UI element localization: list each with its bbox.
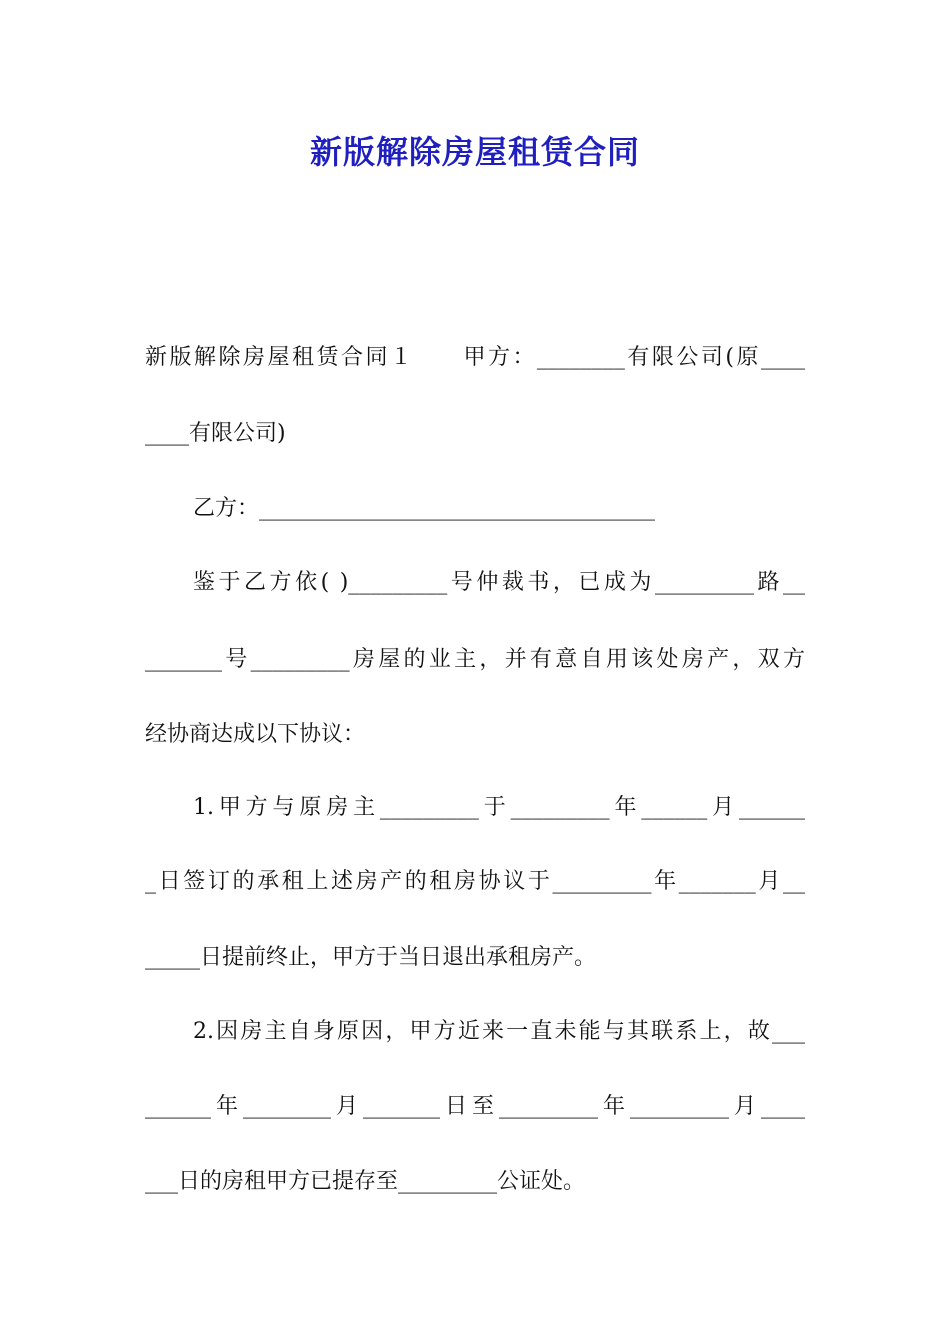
paragraph-line-4: 鉴于乙方依( )_________号仲裁书，已成为_________路__ <box>193 570 805 595</box>
paragraph-line-9: _____日提前终止，甲方于当日退出承租房产。 <box>145 945 597 970</box>
paragraph-line-1: 新版解除房屋租赁合同１ 甲方：________有限公司(原____ <box>145 345 805 370</box>
paragraph-line-8: _日签订的承租上述房产的租房协议于_________年_______月__ <box>145 869 805 894</box>
paragraph-line-6: 经协商达成以下协议： <box>145 722 366 747</box>
paragraph-line-12: ___日的房租甲方已提存至_________公证处。 <box>145 1169 586 1194</box>
paragraph-line-10: 2.因房主自身原因，甲方近来一直未能与其联系上，故___ <box>193 1019 805 1044</box>
paragraph-line-7: 1.甲方与原房主_________于_________年______月______ <box>193 795 805 820</box>
paragraph-line-2: ____有限公司) <box>145 421 286 446</box>
document-title: 新版解除房屋租赁合同 <box>309 133 640 171</box>
paragraph-line-11: ______年________月_______日至_________年_________月____ <box>145 1094 805 1119</box>
paragraph-line-3: 乙方：____________________________________ <box>193 496 656 521</box>
paragraph-line-5: _______号_________房屋的业主，并有意自用该处房产，双方 <box>145 647 805 672</box>
